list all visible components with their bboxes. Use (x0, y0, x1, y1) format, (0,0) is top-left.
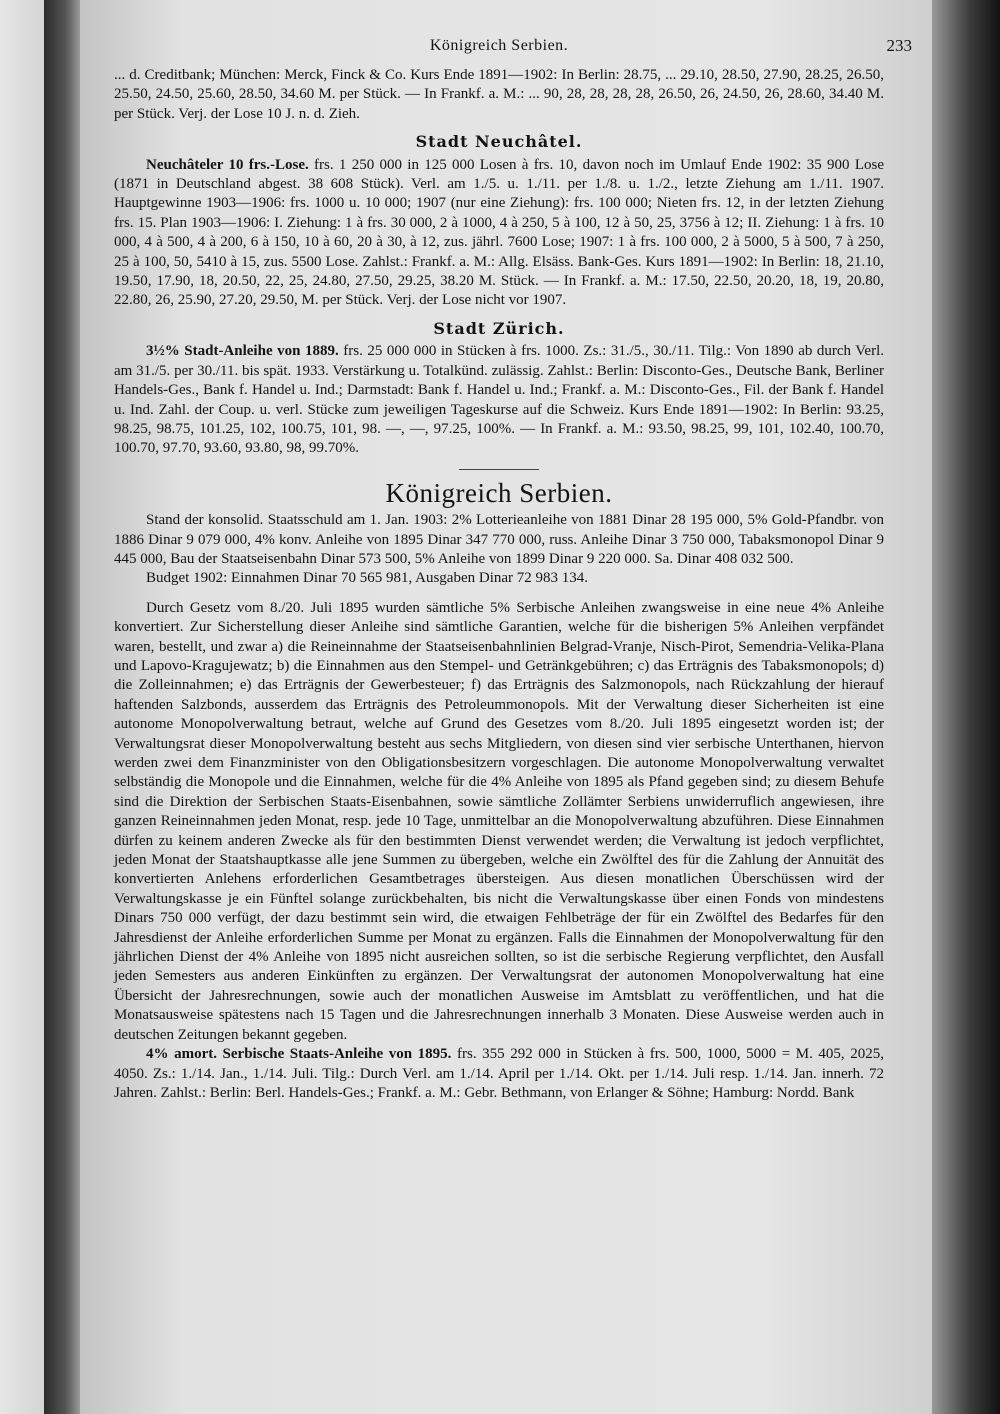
chapter-title: Königreich Serbien. (385, 477, 613, 508)
section-heading-zurich: Stadt Zürich. (433, 318, 565, 338)
entry-body: frs. 25 000 000 in Stücken à frs. 1000. Zs.: 31./5., 30./11. Tilg.: Von 1890 ab durch Verl. am 31./5. per 30./11. bis spät. 1933. Verstärkung u. Totalkünd. zulässig. Zahlst.: Berlin: Disconto-Ges., Deutsche Bank, Berliner Handels-Ges., Bank f. Handel u. Ind.; Darmstadt: Bank f. Handel u. Ind.; Frankf. a. M.: Disconto-Ges., Fil. der Bank f. Handel u. Ind. Zahl. der Coup. u. verl. Stücke zum jeweiligen Tageskurse auf die Schweiz. Kurs Ende 1891—1902: In Berlin: 93.25, 98.25, 98.75, 101.25, 102, 100.75, 101, 98. —, —, 97.25, 100%. — In Frankf. a. M.: 93.50, 98.25, 99, 101, 102.40, 100.70, 100.70, 97.70, 93.60, 93.80, 98, 99.70%. (114, 343, 885, 457)
page-edge-shadow (932, 0, 1000, 1414)
book-gutter (44, 0, 80, 1414)
entry-body: frs. 1 250 000 in 125 000 Losen à frs. 10, davon noch im Umlauf Ende 1902: 35 900 Lose (1871 in Deutschland abgest. 38 608 Stück). Verl. am 1./5. u. 1./11. per 1./8. u. 1./2., letzte Ziehung am 1./11. 1907. Hauptgewinne 1903—1906: frs. 1000 u. 10 000; 1907 (nur eine Ziehung): frs. 100 000; Nieten frs. 12, in der letzten Ziehung frs. 15. Plan 1903—1906: I. Ziehung: 1 à frs. 30 000, 2 à 1000, 4 à 250, 5 à 100, 12 à 50, 25, 3756 à 12; II. Ziehung: 1 à frs. 10 000, 4 à 500, 4 à 200, 6 à 150, 10 à 60, 20 à 30, à 12, zus. jährl. 7600 Lose; 1907: 1 à frs. 100 000, 2 à 5000, 5 à 500, 7 à 250, 25 à 100, 50, 5410 à 15, zus. 5500 Lose. Zahlst.: Frankf. a. M.: Allg. Elsäss. Bank-Ges. Kurs 1891—1902: In Berlin: 18, 21.10, 19.50, 17.90, 18, 20.50, 22, 25, 24.80, 27.50, 29.25, 38.20 M. Stück. — In Frankf. a. M.: 17.50, 22.50, 20.20, 18, 19, 20.80, 22.80, 26, 25.90, 27.20, 29.50, M. per Stück. Verj. der Lose nicht vor 1907. (114, 156, 884, 309)
running-head-title: Königreich Serbien. (429, 37, 569, 54)
section-heading-neuchatel: Stadt Neuchâtel. (415, 132, 583, 152)
entry-title: Neuchâteler 10 frs.-Lose. (146, 156, 309, 173)
paragraph-budget: Budget 1902: Einnahmen Dinar 70 565 981, Ausgaben Dinar 72 983 134. (146, 570, 589, 587)
document-page (80, 0, 932, 1414)
page-number: 233 (886, 36, 912, 55)
entry-neuchatel-lose (114, 156, 884, 311)
section-divider (459, 469, 539, 470)
entry-title: 4% amort. Serbische Staats-Anleihe von 1895. (146, 1046, 452, 1063)
facing-page-margin (0, 0, 44, 1414)
entry-serbische-anleihe (114, 1045, 884, 1103)
running-head (114, 0, 912, 55)
entry-title: 3½% Stadt-Anleihe von 1889. (146, 343, 339, 360)
paragraph-gesetz: Durch Gesetz vom 8./20. Juli 1895 wurden sämtliche 5% Serbische Anleihen zwangsweise in eine neue 4% Anleihe konvertiert. Zur Sicherstellung dieser Anleihe sind sämtliche Garantien, welche für die bisherigen 5% Anleihen verpfändet waren, bestellt, und zwar a) die Reineinnahme der Staatseisenbahnlinien Belgrad-Vranje, Nisch-Pirot, Semendria-Velika-Plana und Lapovo-Kragujewatz; b) die Einnahmen aus den Stempel- und Getränkgebühren; c) das Erträgnis des Tabaksmonopols; d) die Zolleinnahmen; e) das Erträgnis der Gewerbesteuer; f) das Erträgnis des Salzmonopols, nach Rückzahlung der hierauf haftenden Salzbonds, ausserdem das Erträgnis des Petroleummonopols. Mit der Verwaltung dieser Sicherheiten ist eine autonome Monopolverwaltung betraut, welche auf Grund des Gesetzes vom 8./20. Juli 1895 eingesetzt worden ist; der Verwaltungsrat dieser Monopolverwaltung besteht aus sechs Mitgliedern, von diesen sind vier serbische Unterthanen, hiervon werden zwei dem Finanzminister von den Obligationsbesitzern vorgeschlagen. Die autonome Monopolverwaltung verwaltet selbständig die Monopole und die Einnahmen, welche für die 4% Anleihe von 1895 als Pfand gegeben sind; zu diesem Behufe sind die Direktion der Serbischen Staats-Eisenbahnen, sowie sämtliche Zollämter Serbiens unwiderruflich angewiesen, ihre ganzen Reineinnahmen jeden Monat, resp. jede 10 Tage, unmittelbar an die Monopolverwaltung abzuführen. Diese Einnahmen dürfen zu keinem anderen Zwecke als für den bestimmten Dienst verwendet werden; die Verwaltung ist jedoch verpflichtet, jeden Monat der Staatshauptkasse alle jene Summen zu übergeben, welche ein Zwölftel des für die Zahlung der Annuität des konvertierten Anlehens erforderlichen Gesamtbetrages übersteigen. Aus diesen monatlichen Überschüssen wird der Verwaltungskasse je ein Fünftel solange zurückbehalten, bis nicht die Verwaltungskasse über einen Fonds von mindestens Dinars 750 000 verfügt, der dazu bestimmt sein wird, die etwaigen Fehlbeträge der für ein Zwölftel des Bedarfes für den Jahresdienst der Anleihe erforderlichen Summe per Monat zu ergänzen. Falls die Einnahmen der Monopolverwaltung für den jährlichen Dienst der 4% Anleihe von 1895 nicht ausreichen sollten, so ist die serbische Regierung verpflichtet, den Ausfall jeden Semesters aus anderen Einkünften zu ergänzen. Der Verwaltungsrat der autonomen Monopolverwaltung hat eine Übersicht der Jahresrechnungen, sowie auch der monatlichen Ausweise im Amtsblatt zu veröffentlichen, und hat die Monatsausweise spätestens nach 15 Tagen und die Jahresrechnungen innerhalb 3 Monaten. Diese Ausweise werden auch in deutschen Zeitungen bekannt gegeben. (114, 599, 884, 1043)
page-content (114, 0, 912, 1103)
entry-body: frs. 355 292 000 in Stücken à frs. 500, 1000, 5000 = M. 405, 2025, 4050. Zs.: 1./14. Jan., 1./14. Juli. Tilg.: Durch Verl. am 1./14. April per 1./14. Okt. per 1./14. Juli resp. 1./14. Jan. innerh. 72 Jahren. Zahlst.: Berlin: Berl. Handels-Ges.; Frankf. a. M.: Gebr. Bethmann, von Erlanger & Söhne; Hamburg: Nordd. Bank (114, 1046, 884, 1101)
continued-entry-text: ... d. Creditbank; München: Merck, Finck & Co. Kurs Ende 1891—1902: In Berlin: 28.75, ... 29.10, 28.50, 27.90, 28.25, 26.50, 25.50, 24.50, 25.60, 28.50, 34.60 M. per Stück. — In Frankf. a. M.: ... 90, 28, 28, 28, 28, 26.50, 26, 24.50, 26, 28.60, 34.40 M. per Stück. Verj. der Lose 10 J. n. d. Zieh. (114, 67, 884, 122)
paragraph-staatsschuld: Stand der konsolid. Staatsschuld am 1. Jan. 1903: 2% Lotterieanleihe von 1881 Dinar 28 195 000, 5% Gold-Pfandbr. von 1886 Dinar 9 079 000, 4% konv. Anleihe von 1895 Dinar 347 770 000, russ. Anleihe Dinar 3 750 000, Tabaksmonopol Dinar 9 445 000, Bau der Staatseisenbahn Dinar 573 500, 5% Anleihe von 1899 Dinar 9 220 000. Sa. Dinar 408 032 500. (114, 512, 884, 567)
entry-zurich-anleihe (114, 342, 884, 458)
